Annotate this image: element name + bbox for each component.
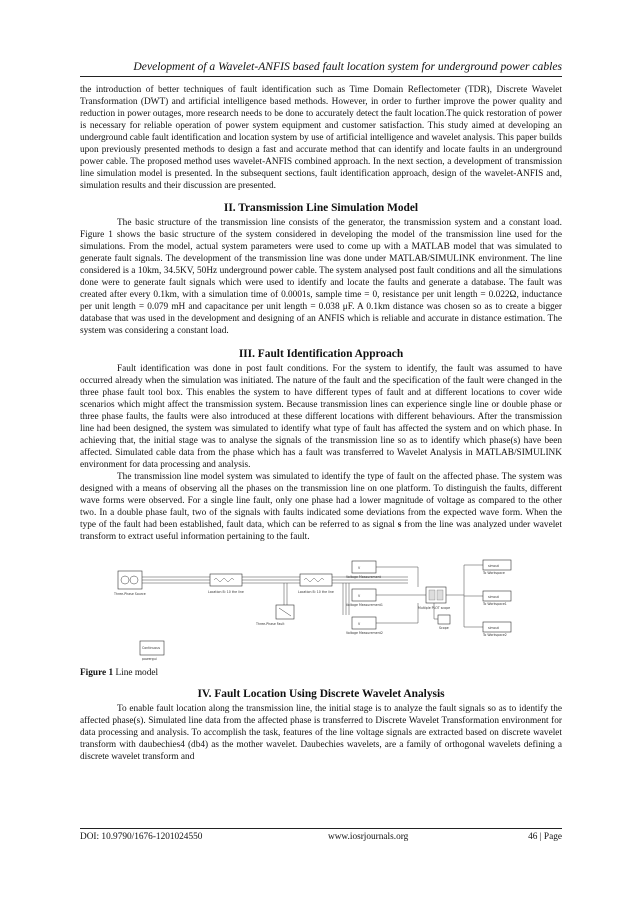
scope-label: Scope <box>439 626 449 630</box>
svg-text:V: V <box>358 566 361 570</box>
header-rule <box>80 76 562 77</box>
voltage-measurement-label: Voltage Measurement <box>346 575 381 579</box>
three-phase-fault-block <box>255 605 294 626</box>
to-workspace-label: To Workspace <box>483 571 505 575</box>
powergui-block <box>140 641 164 661</box>
fault-label: Three-Phase Fault <box>256 622 285 626</box>
voltage-measurement-2-block <box>346 617 383 635</box>
section2-paragraph: The basic structure of the transmission line consists of the generator, the transmission system and a constant load. Figure 1 shows the basic structure of the system considered in developing the model of the transmission line used for the simulations. From the model, actual system parameters were used to come up with a MATLAB model that was simulated to generate fault signals. The development of the transmission line was done under MATLAB/SIMULINK environment. The line considered is a 10km, 34.5KV, 50Hz underground power cable. The system analysed post fault conditions and all the simulations done were to generate fault signals which were used to identify and locate the faults and generate a database. The fault was created after every 0.1km, with a simulation time of 0.0001s, sample time = 0, resistance per unit length = 0.022Ω, inductance per unit length = 0.079 mH and capacitance per unit length = 0.038 μF. A 0.1km distance was chosen so as to create a bigger database that was used in the development and designing of an ANFIS which is reliable and accurate in distance estimation. The system was considering a constant load. <box>80 218 562 336</box>
multiple-plot-scope-label: Multiple PLOT scope <box>418 606 451 610</box>
voltage-measurement-2-label: Voltage Measurement2 <box>346 631 383 635</box>
line-section-2-label: Location B: 10 the line <box>298 590 334 594</box>
footer-website: www.iosrjournals.org <box>328 832 409 842</box>
section-heading-fault-identification: III. Fault Identification Approach <box>238 348 404 360</box>
voltage-measurement-1-label: Voltage Measurement1 <box>346 603 383 607</box>
scope-block <box>438 615 450 630</box>
section4-paragraph: To enable fault location along the transmission line, the initial stage is to analyze the fault signals so as to identify the affected phase(s). Simulated line data from the affected phase is transferred to Discrete Wavelet Transformation environment for data processing and analysis. To accomplish the task, features of the line voltage signals are extracted based on discrete wavelet transform with daubechies4 (db4) as the mother wavelet. Daubechies wavelets, are a family of orthogonal wavelets defining a discrete wavelet transform and <box>80 704 562 762</box>
section3-paragraph-2 <box>80 471 562 543</box>
intro-paragraph: the introduction of better techniques of fault identification such as Time Domain Reflectometer (TDR), Discrete Wavelet Transformation (DWT) and artificial intelligence based methods. However, in order to further improve the power quality and reduction in power outages, more research needs to be done to accurately detect the fault location.The quick restoration of power is necessary for reliable operation of power system equipment and customer satisfaction. This study aimed at developing an underground cable fault identification and location system by use of artificial intelligence and wavelet analysis. This paper builds upon previously presented methods to design a fast and accurate method that can identify and locate faults in an underground power cable. The proposed method uses wavelet-ANFIS combined approach. In the next section, a development of transmission line simulation model is presented. In the subsequent sections, fault identification approach, design of the wavelet-ANFIS and, simulation results and their discussion are presented. <box>80 85 562 191</box>
figure-caption-text: Line model <box>113 668 159 678</box>
to-workspace-1-block <box>482 591 511 606</box>
section-heading-fault-location: IV. Fault Location Using Discrete Wavelet Analysis <box>197 688 445 700</box>
voltage-measurement-1-block <box>346 589 383 607</box>
section3-paragraph-1: Fault identification was done in post fault conditions. For the system to identify, the fault was assumed to have occurred already when the simulation was initiated. The nature of the fault and the specification of the fault were changed in the three phase fault tool box. This enables the system to have different types of fault and at different locations to cover wide scenarios which might affect the transmission system. Because transmission lines can experience single line or double phase or three phase faults, the faults were also introduced at these different locations with different behaviours. After the transmission line had been designed, the system was simulated to identify what type of fault has affected the system and on which phase. In achieving that, the initial stage was to analyse the signals of the transmission line so as to identify which phase(s) have been affected. Simulated cable data from the phase which has a fault was transferred to Wavelet Analysis in MATLAB/SIMULINK environment for data processing and analysis. <box>80 364 562 470</box>
figure-line-model <box>80 557 562 667</box>
body-text <box>80 84 562 763</box>
to-workspace-block <box>482 560 511 575</box>
svg-text:V: V <box>358 622 361 626</box>
simulink-diagram <box>108 557 528 667</box>
three-phase-source-block <box>113 571 146 596</box>
section3-paragraph-2-text-b: from the line was analyzed under wavelet transform to extract useful information pertaining to the fault. <box>80 520 562 542</box>
footer-page-number: 46 | Page <box>528 832 562 842</box>
figure-caption-label: Figure 1 <box>80 668 114 678</box>
to-workspace-2-label: To Workspace2 <box>483 633 507 637</box>
footer-rule <box>80 828 562 829</box>
source-label: Three-Phase Source <box>114 592 146 596</box>
multiple-plot-scope-block <box>418 587 450 610</box>
figure-caption <box>80 667 562 679</box>
section-heading-simulation-model: II. Transmission Line Simulation Model <box>223 202 419 214</box>
svg-text:simout: simout <box>488 595 499 599</box>
running-header: Development of a Wavelet-ANFIS based fault location system for underground power cables <box>133 60 562 73</box>
signal-symbol: s <box>397 520 402 530</box>
to-workspace-2-block <box>482 622 511 637</box>
line-section-1-label: Location B: 10 the line <box>208 590 244 594</box>
to-workspace-1-label: To Workspace1 <box>483 602 507 606</box>
line-section-1-block <box>208 574 244 594</box>
powergui-mode: Continuous <box>142 646 161 650</box>
svg-text:simout: simout <box>488 626 499 630</box>
powergui-label: powergui <box>142 657 157 661</box>
footer-doi: DOI: 10.9790/1676-1201024550 <box>80 832 203 842</box>
svg-text:simout: simout <box>488 564 499 568</box>
section3-paragraph-2-text-a: The transmission line model system was simulated to identify the type of fault on the affected phase. The system was designed with a means of observing all the phases on the transmission line on one platform. To distinguish the faults, different wave forms were observed. For a single line fault, only one phase had a lower magnitude of voltage as compared to the other two. In a double phase fault, two of the signals with faults indicated some deviations from the expected wave form. When the type of the fault had been established, fault data, which can be referred to as signal <box>80 472 562 530</box>
voltage-measurement-block <box>346 561 382 579</box>
svg-text:V: V <box>358 594 361 598</box>
line-section-2-block <box>298 574 334 594</box>
